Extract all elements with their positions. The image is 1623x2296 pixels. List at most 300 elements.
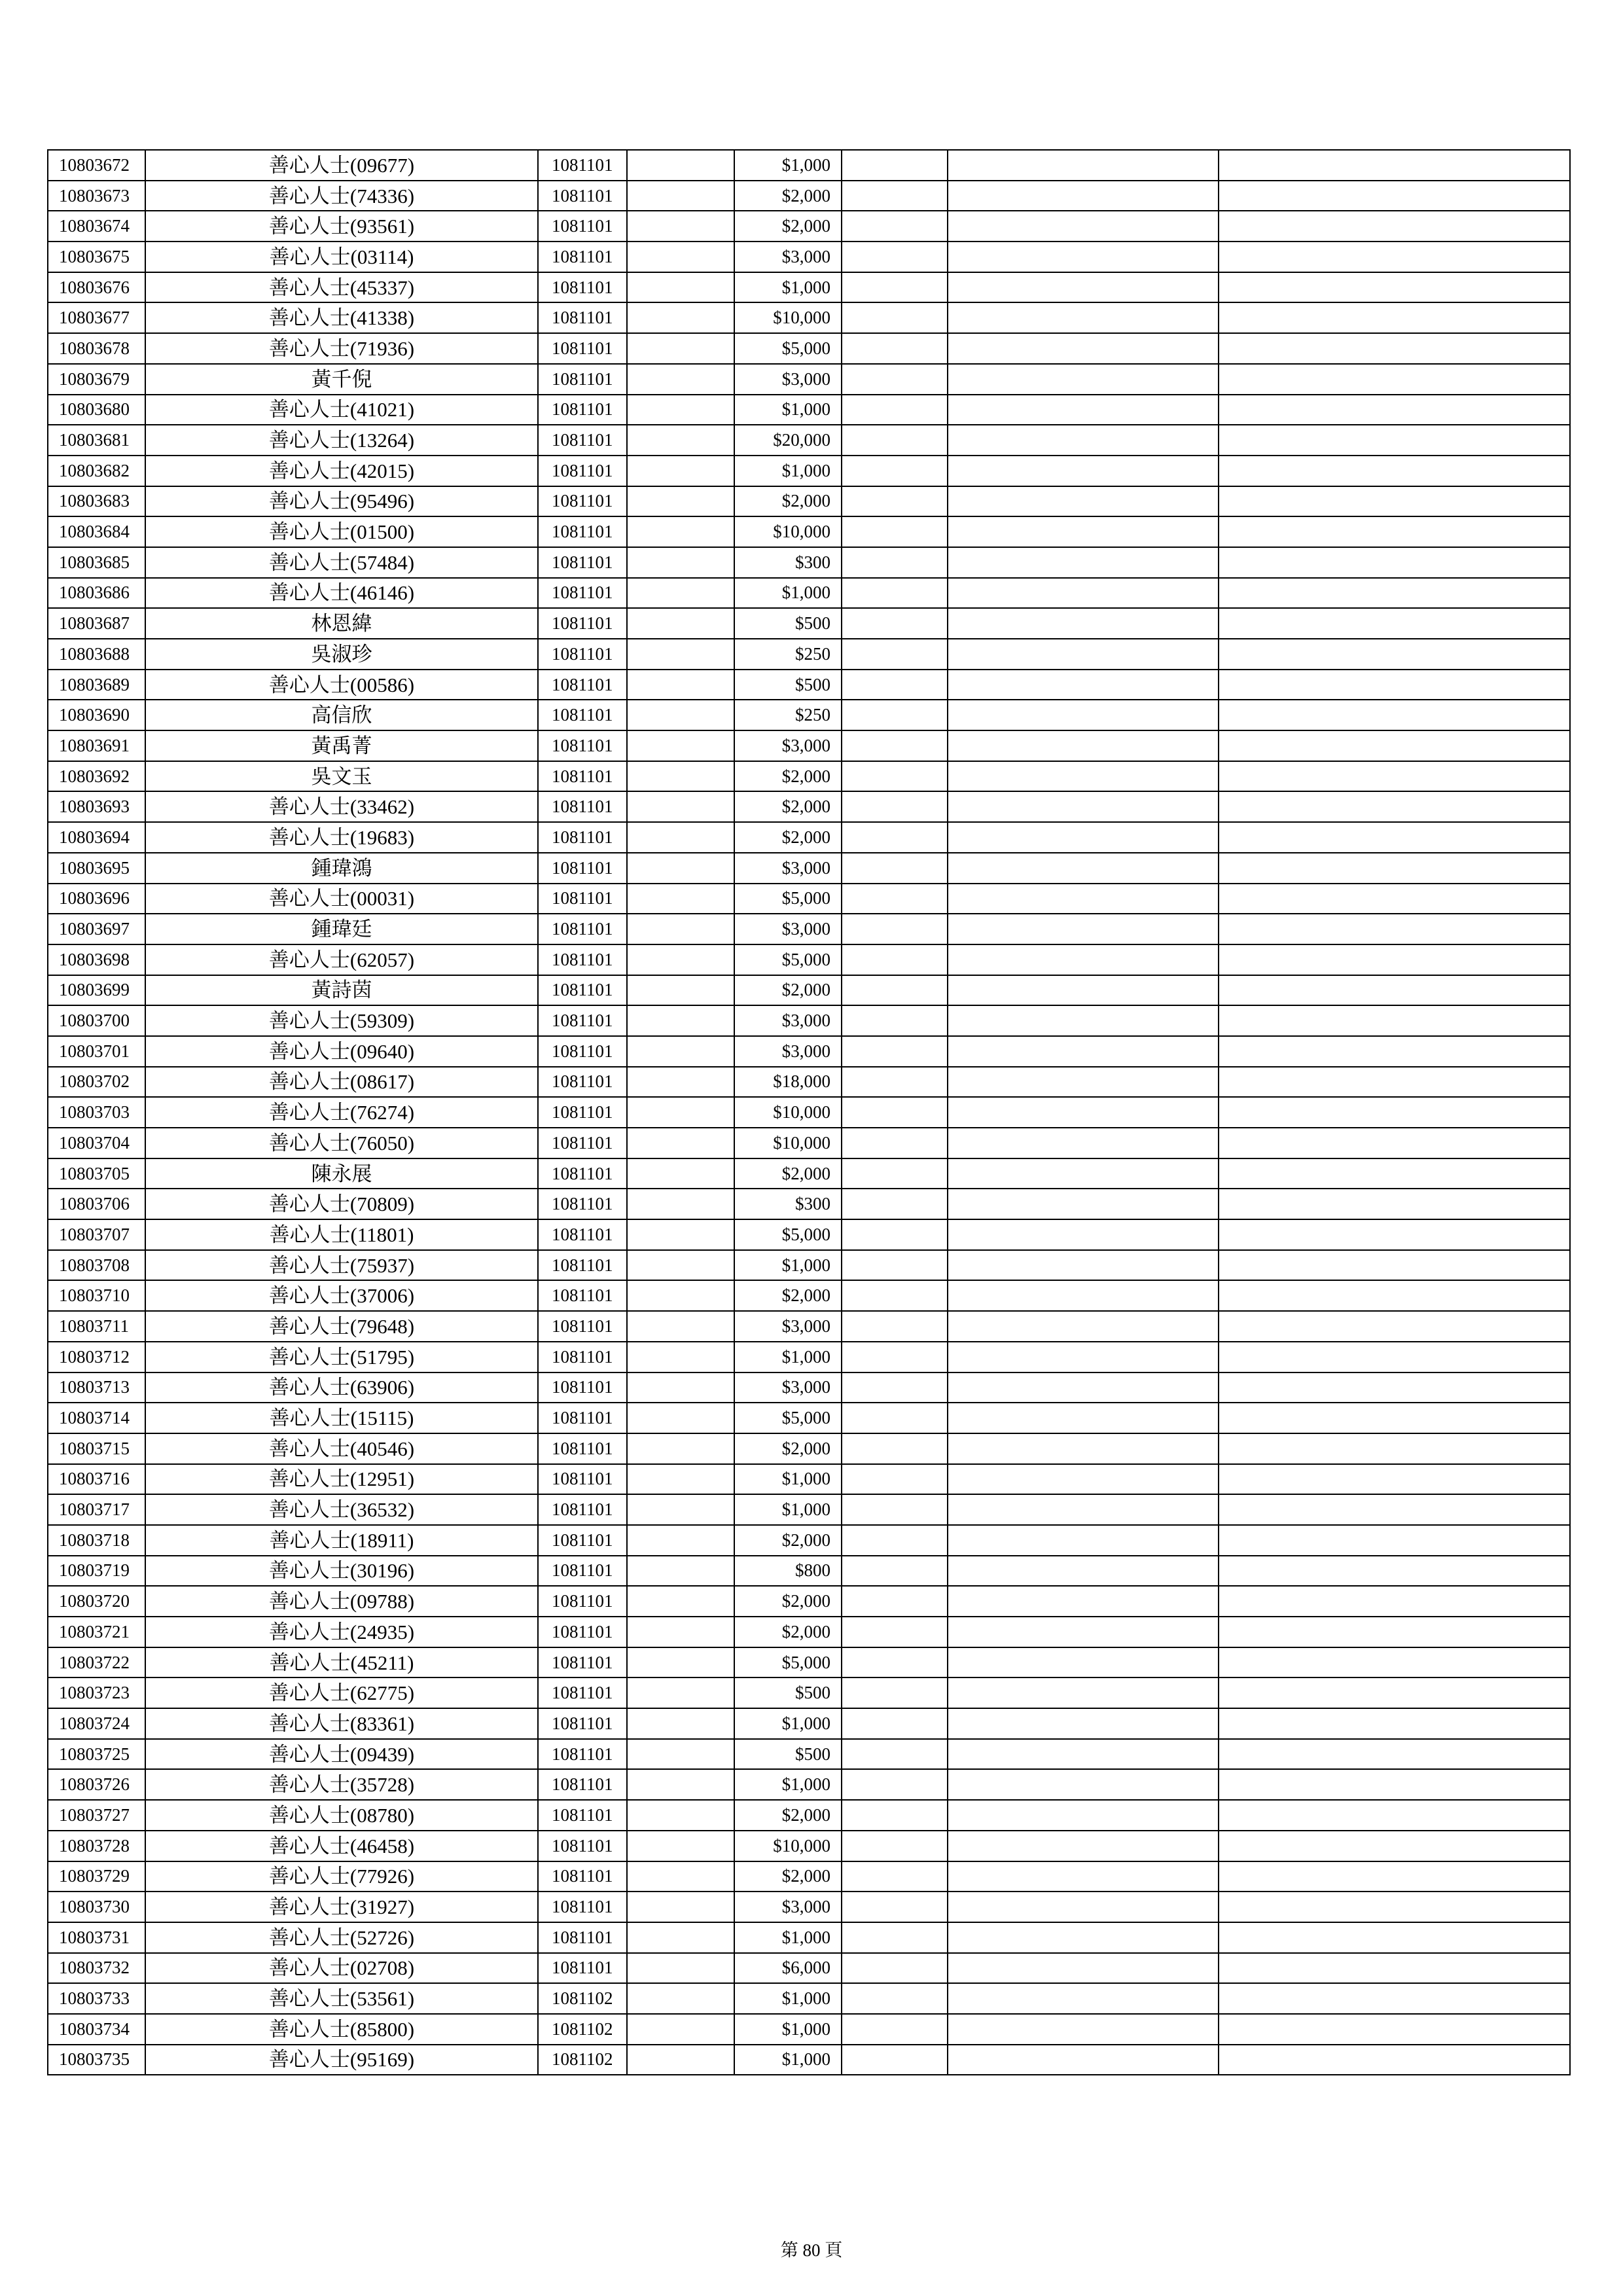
donation-amount: $2,000 xyxy=(734,1800,842,1831)
donation-date: 1081102 xyxy=(538,2045,627,2075)
blank-cell xyxy=(1219,1617,1570,1647)
donor-name: 善心人士(31927) xyxy=(145,1892,538,1922)
blank-cell xyxy=(1219,1158,1570,1189)
donor-name: 善心人士(11801) xyxy=(145,1219,538,1250)
table-row xyxy=(48,1433,1570,1464)
table-row xyxy=(48,1922,1570,1953)
blank-cell xyxy=(842,2014,948,2045)
receipt-number: 10803674 xyxy=(48,211,145,242)
receipt-number: 10803692 xyxy=(48,761,145,792)
donor-name: 善心人士(63906) xyxy=(145,1372,538,1403)
receipt-number: 10803700 xyxy=(48,1005,145,1036)
blank-cell xyxy=(948,1556,1219,1587)
receipt-number: 10803699 xyxy=(48,975,145,1006)
receipt-number: 10803715 xyxy=(48,1433,145,1464)
receipt-number: 10803679 xyxy=(48,364,145,395)
blank-cell xyxy=(1219,1464,1570,1495)
donation-date: 1081101 xyxy=(538,1250,627,1281)
donation-amount: $2,000 xyxy=(734,822,842,853)
receipt-number: 10803672 xyxy=(48,150,145,181)
blank-cell xyxy=(948,333,1219,364)
receipt-number: 10803716 xyxy=(48,1464,145,1495)
donor-name: 善心人士(95169) xyxy=(145,2045,538,2075)
blank-cell xyxy=(627,1861,734,1892)
table-row xyxy=(48,1708,1570,1739)
blank-cell xyxy=(1219,639,1570,670)
page-number: 第 80 頁 xyxy=(780,2240,843,2260)
blank-cell xyxy=(627,639,734,670)
donation-amount: $1,000 xyxy=(734,2045,842,2075)
blank-cell xyxy=(842,639,948,670)
receipt-number: 10803673 xyxy=(48,181,145,211)
donation-date: 1081101 xyxy=(538,1525,627,1556)
donation-date: 1081101 xyxy=(538,1158,627,1189)
blank-cell xyxy=(627,1005,734,1036)
blank-cell xyxy=(948,944,1219,975)
donation-table-body xyxy=(48,150,1570,2075)
blank-cell xyxy=(627,853,734,884)
table-row xyxy=(48,670,1570,700)
table-row xyxy=(48,944,1570,975)
table-row xyxy=(48,1769,1570,1800)
blank-cell xyxy=(842,1892,948,1922)
blank-cell xyxy=(1219,456,1570,486)
table-row xyxy=(48,1097,1570,1128)
donation-date: 1081101 xyxy=(538,1403,627,1433)
receipt-number: 10803725 xyxy=(48,1739,145,1770)
blank-cell xyxy=(1219,853,1570,884)
blank-cell xyxy=(1219,1311,1570,1342)
donor-name: 善心人士(09788) xyxy=(145,1586,538,1617)
blank-cell xyxy=(948,1219,1219,1250)
blank-cell xyxy=(1219,670,1570,700)
donation-amount: $1,000 xyxy=(734,1769,842,1800)
donation-date: 1081101 xyxy=(538,608,627,639)
blank-cell xyxy=(1219,150,1570,181)
blank-cell xyxy=(627,1739,734,1770)
blank-cell xyxy=(842,1005,948,1036)
blank-cell xyxy=(842,578,948,609)
blank-cell xyxy=(1219,1433,1570,1464)
blank-cell xyxy=(948,700,1219,730)
blank-cell xyxy=(1219,1831,1570,1861)
donation-date: 1081101 xyxy=(538,1494,627,1525)
receipt-number: 10803690 xyxy=(48,700,145,730)
donation-date: 1081101 xyxy=(538,884,627,914)
donor-name: 善心人士(09439) xyxy=(145,1739,538,1770)
donor-name: 善心人士(59309) xyxy=(145,1005,538,1036)
donation-amount: $1,000 xyxy=(734,1922,842,1953)
receipt-number: 10803711 xyxy=(48,1311,145,1342)
donor-name: 善心人士(09640) xyxy=(145,1036,538,1067)
blank-cell xyxy=(842,1128,948,1158)
blank-cell xyxy=(627,730,734,761)
donation-date: 1081101 xyxy=(538,1464,627,1495)
receipt-number: 10803701 xyxy=(48,1036,145,1067)
donation-amount: $1,000 xyxy=(734,1250,842,1281)
receipt-number: 10803677 xyxy=(48,302,145,333)
donation-date: 1081101 xyxy=(538,516,627,547)
table-row xyxy=(48,1617,1570,1647)
blank-cell xyxy=(1219,1219,1570,1250)
blank-cell xyxy=(1219,425,1570,456)
donation-date: 1081101 xyxy=(538,181,627,211)
blank-cell xyxy=(842,700,948,730)
donation-date: 1081101 xyxy=(538,761,627,792)
blank-cell xyxy=(1219,1067,1570,1098)
donor-name: 善心人士(00586) xyxy=(145,670,538,700)
blank-cell xyxy=(627,1525,734,1556)
table-row xyxy=(48,608,1570,639)
donation-date: 1081101 xyxy=(538,1372,627,1403)
receipt-number: 10803685 xyxy=(48,547,145,578)
receipt-number: 10803720 xyxy=(48,1586,145,1617)
blank-cell xyxy=(948,1617,1219,1647)
donation-date: 1081101 xyxy=(538,578,627,609)
blank-cell xyxy=(627,456,734,486)
blank-cell xyxy=(1219,486,1570,517)
blank-cell xyxy=(627,1647,734,1678)
blank-cell xyxy=(1219,1250,1570,1281)
donor-name: 善心人士(85800) xyxy=(145,2014,538,2045)
blank-cell xyxy=(948,608,1219,639)
blank-cell xyxy=(842,1097,948,1128)
blank-cell xyxy=(948,516,1219,547)
blank-cell xyxy=(948,181,1219,211)
donation-date: 1081101 xyxy=(538,150,627,181)
blank-cell xyxy=(842,761,948,792)
table-row xyxy=(48,181,1570,211)
donation-amount: $2,000 xyxy=(734,1617,842,1647)
table-row xyxy=(48,1586,1570,1617)
blank-cell xyxy=(627,395,734,425)
blank-cell xyxy=(1219,1647,1570,1678)
table-row xyxy=(48,853,1570,884)
donation-amount: $3,000 xyxy=(734,730,842,761)
donation-date: 1081101 xyxy=(538,1342,627,1372)
blank-cell xyxy=(627,1158,734,1189)
blank-cell xyxy=(627,486,734,517)
receipt-number: 10803730 xyxy=(48,1892,145,1922)
blank-cell xyxy=(842,364,948,395)
blank-cell xyxy=(627,975,734,1006)
blank-cell xyxy=(627,2014,734,2045)
donation-date: 1081101 xyxy=(538,1128,627,1158)
table-row xyxy=(48,975,1570,1006)
table-row xyxy=(48,1158,1570,1189)
receipt-number: 10803735 xyxy=(48,2045,145,2075)
receipt-number: 10803708 xyxy=(48,1250,145,1281)
donor-name: 善心人士(53561) xyxy=(145,1983,538,2014)
blank-cell xyxy=(1219,211,1570,242)
blank-cell xyxy=(948,1800,1219,1831)
donation-amount: $500 xyxy=(734,1739,842,1770)
blank-cell xyxy=(627,242,734,272)
blank-cell xyxy=(948,486,1219,517)
donor-name: 善心人士(76274) xyxy=(145,1097,538,1128)
receipt-number: 10803710 xyxy=(48,1280,145,1311)
blank-cell xyxy=(842,975,948,1006)
receipt-number: 10803693 xyxy=(48,791,145,822)
blank-cell xyxy=(1219,1372,1570,1403)
table-row xyxy=(48,1342,1570,1372)
blank-cell xyxy=(627,578,734,609)
blank-cell xyxy=(948,1677,1219,1708)
donor-name: 善心人士(45337) xyxy=(145,272,538,303)
blank-cell xyxy=(627,1494,734,1525)
donor-name: 黃禹菁 xyxy=(145,730,538,761)
blank-cell xyxy=(948,1739,1219,1770)
donation-amount: $1,000 xyxy=(734,1708,842,1739)
blank-cell xyxy=(1219,822,1570,853)
blank-cell xyxy=(1219,1128,1570,1158)
donation-date: 1081101 xyxy=(538,302,627,333)
donation-date: 1081101 xyxy=(538,1097,627,1128)
blank-cell xyxy=(627,1769,734,1800)
table-row xyxy=(48,1983,1570,2014)
donation-amount: $1,000 xyxy=(734,456,842,486)
donation-amount: $5,000 xyxy=(734,333,842,364)
blank-cell xyxy=(627,608,734,639)
blank-cell xyxy=(1219,1769,1570,1800)
blank-cell xyxy=(842,150,948,181)
donation-amount: $1,000 xyxy=(734,1494,842,1525)
donation-amount: $250 xyxy=(734,700,842,730)
blank-cell xyxy=(1219,1189,1570,1219)
donation-amount: $2,000 xyxy=(734,486,842,517)
blank-cell xyxy=(1219,791,1570,822)
donor-name: 鍾瑋鴻 xyxy=(145,853,538,884)
receipt-number: 10803697 xyxy=(48,914,145,944)
table-row xyxy=(48,578,1570,609)
blank-cell xyxy=(948,1892,1219,1922)
table-row xyxy=(48,700,1570,730)
donor-name: 善心人士(83361) xyxy=(145,1708,538,1739)
donation-amount: $500 xyxy=(734,1677,842,1708)
blank-cell xyxy=(842,1800,948,1831)
blank-cell xyxy=(627,150,734,181)
receipt-number: 10803695 xyxy=(48,853,145,884)
table-row xyxy=(48,516,1570,547)
blank-cell xyxy=(842,302,948,333)
blank-cell xyxy=(1219,1922,1570,1953)
blank-cell xyxy=(948,975,1219,1006)
blank-cell xyxy=(627,700,734,730)
donation-amount: $1,000 xyxy=(734,395,842,425)
donation-date: 1081101 xyxy=(538,730,627,761)
blank-cell xyxy=(948,2045,1219,2075)
receipt-number: 10803678 xyxy=(48,333,145,364)
donation-date: 1081101 xyxy=(538,1280,627,1311)
blank-cell xyxy=(627,1128,734,1158)
blank-cell xyxy=(627,516,734,547)
blank-cell xyxy=(948,1403,1219,1433)
receipt-number: 10803706 xyxy=(48,1189,145,1219)
blank-cell xyxy=(627,1708,734,1739)
donor-name: 善心人士(79648) xyxy=(145,1311,538,1342)
blank-cell xyxy=(627,2045,734,2075)
blank-cell xyxy=(948,242,1219,272)
donation-amount: $3,000 xyxy=(734,1311,842,1342)
blank-cell xyxy=(627,1097,734,1128)
donation-amount: $10,000 xyxy=(734,302,842,333)
donation-date: 1081101 xyxy=(538,1219,627,1250)
donor-name: 善心人士(41021) xyxy=(145,395,538,425)
donor-name: 高信欣 xyxy=(145,700,538,730)
blank-cell xyxy=(627,1556,734,1587)
blank-cell xyxy=(1219,1097,1570,1128)
donor-name: 善心人士(30196) xyxy=(145,1556,538,1587)
blank-cell xyxy=(948,914,1219,944)
blank-cell xyxy=(1219,730,1570,761)
donation-amount: $500 xyxy=(734,608,842,639)
blank-cell xyxy=(842,791,948,822)
blank-cell xyxy=(948,1464,1219,1495)
table-row xyxy=(48,1036,1570,1067)
receipt-number: 10803683 xyxy=(48,486,145,517)
donation-date: 1081101 xyxy=(538,639,627,670)
blank-cell xyxy=(948,1861,1219,1892)
blank-cell xyxy=(948,884,1219,914)
donation-table xyxy=(47,149,1571,2075)
donation-amount: $18,000 xyxy=(734,1067,842,1098)
blank-cell xyxy=(842,1036,948,1067)
blank-cell xyxy=(948,456,1219,486)
donor-name: 善心人士(76050) xyxy=(145,1128,538,1158)
receipt-number: 10803733 xyxy=(48,1983,145,2014)
donation-date: 1081101 xyxy=(538,395,627,425)
blank-cell xyxy=(1219,1586,1570,1617)
receipt-number: 10803686 xyxy=(48,578,145,609)
blank-cell xyxy=(1219,2014,1570,2045)
table-row xyxy=(48,456,1570,486)
receipt-number: 10803714 xyxy=(48,1403,145,1433)
receipt-number: 10803726 xyxy=(48,1769,145,1800)
donation-date: 1081101 xyxy=(538,1189,627,1219)
blank-cell xyxy=(627,302,734,333)
blank-cell xyxy=(948,1922,1219,1953)
table-row xyxy=(48,1005,1570,1036)
blank-cell xyxy=(842,272,948,303)
blank-cell xyxy=(948,1189,1219,1219)
table-row xyxy=(48,272,1570,303)
receipt-number: 10803707 xyxy=(48,1219,145,1250)
table-row xyxy=(48,1250,1570,1281)
table-row xyxy=(48,1525,1570,1556)
blank-cell xyxy=(948,1158,1219,1189)
blank-cell xyxy=(842,1953,948,1984)
receipt-number: 10803719 xyxy=(48,1556,145,1587)
blank-cell xyxy=(948,1005,1219,1036)
receipt-number: 10803694 xyxy=(48,822,145,853)
blank-cell xyxy=(1219,364,1570,395)
blank-cell xyxy=(627,1403,734,1433)
donation-amount: $2,000 xyxy=(734,791,842,822)
blank-cell xyxy=(627,761,734,792)
donation-amount: $2,000 xyxy=(734,211,842,242)
blank-cell xyxy=(948,1831,1219,1861)
donor-name: 吳文玉 xyxy=(145,761,538,792)
donor-name: 善心人士(45211) xyxy=(145,1647,538,1678)
table-row xyxy=(48,2045,1570,2075)
blank-cell xyxy=(842,242,948,272)
donation-amount: $500 xyxy=(734,670,842,700)
donation-date: 1081101 xyxy=(538,1586,627,1617)
blank-cell xyxy=(627,1464,734,1495)
donor-name: 善心人士(12951) xyxy=(145,1464,538,1495)
blank-cell xyxy=(1219,1800,1570,1831)
blank-cell xyxy=(627,1800,734,1831)
receipt-number: 10803723 xyxy=(48,1677,145,1708)
blank-cell xyxy=(842,822,948,853)
blank-cell xyxy=(842,211,948,242)
receipt-number: 10803688 xyxy=(48,639,145,670)
blank-cell xyxy=(627,181,734,211)
blank-cell xyxy=(627,670,734,700)
donation-amount: $2,000 xyxy=(734,1280,842,1311)
donor-name: 善心人士(00031) xyxy=(145,884,538,914)
blank-cell xyxy=(948,1953,1219,1984)
blank-cell xyxy=(842,1403,948,1433)
blank-cell xyxy=(1219,1861,1570,1892)
donor-name: 善心人士(75937) xyxy=(145,1250,538,1281)
table-row xyxy=(48,884,1570,914)
blank-cell xyxy=(948,1494,1219,1525)
table-row xyxy=(48,150,1570,181)
blank-cell xyxy=(842,1983,948,2014)
donation-date: 1081101 xyxy=(538,670,627,700)
donation-date: 1081101 xyxy=(538,425,627,456)
donation-date: 1081101 xyxy=(538,822,627,853)
blank-cell xyxy=(1219,1005,1570,1036)
receipt-number: 10803732 xyxy=(48,1953,145,1984)
donation-amount: $3,000 xyxy=(734,1036,842,1067)
blank-cell xyxy=(948,1525,1219,1556)
receipt-number: 10803722 xyxy=(48,1647,145,1678)
table-row xyxy=(48,914,1570,944)
donation-date: 1081101 xyxy=(538,1433,627,1464)
blank-cell xyxy=(1219,761,1570,792)
blank-cell xyxy=(842,1617,948,1647)
blank-cell xyxy=(627,1372,734,1403)
blank-cell xyxy=(1219,1403,1570,1433)
table-row xyxy=(48,639,1570,670)
donation-date: 1081101 xyxy=(538,1861,627,1892)
donation-date: 1081101 xyxy=(538,975,627,1006)
blank-cell xyxy=(627,1617,734,1647)
donation-date: 1081101 xyxy=(538,853,627,884)
blank-cell xyxy=(1219,1739,1570,1770)
blank-cell xyxy=(1219,1892,1570,1922)
donation-date: 1081101 xyxy=(538,1617,627,1647)
receipt-number: 10803717 xyxy=(48,1494,145,1525)
donation-date: 1081101 xyxy=(538,1005,627,1036)
donation-date: 1081101 xyxy=(538,1708,627,1739)
blank-cell xyxy=(842,547,948,578)
donation-date: 1081101 xyxy=(538,486,627,517)
receipt-number: 10803682 xyxy=(48,456,145,486)
blank-cell xyxy=(627,1219,734,1250)
table-row xyxy=(48,547,1570,578)
donation-amount: $2,000 xyxy=(734,181,842,211)
receipt-number: 10803680 xyxy=(48,395,145,425)
blank-cell xyxy=(627,1036,734,1067)
blank-cell xyxy=(842,1250,948,1281)
receipt-number: 10803705 xyxy=(48,1158,145,1189)
donation-date: 1081101 xyxy=(538,1067,627,1098)
blank-cell xyxy=(948,150,1219,181)
donation-date: 1081101 xyxy=(538,1556,627,1587)
